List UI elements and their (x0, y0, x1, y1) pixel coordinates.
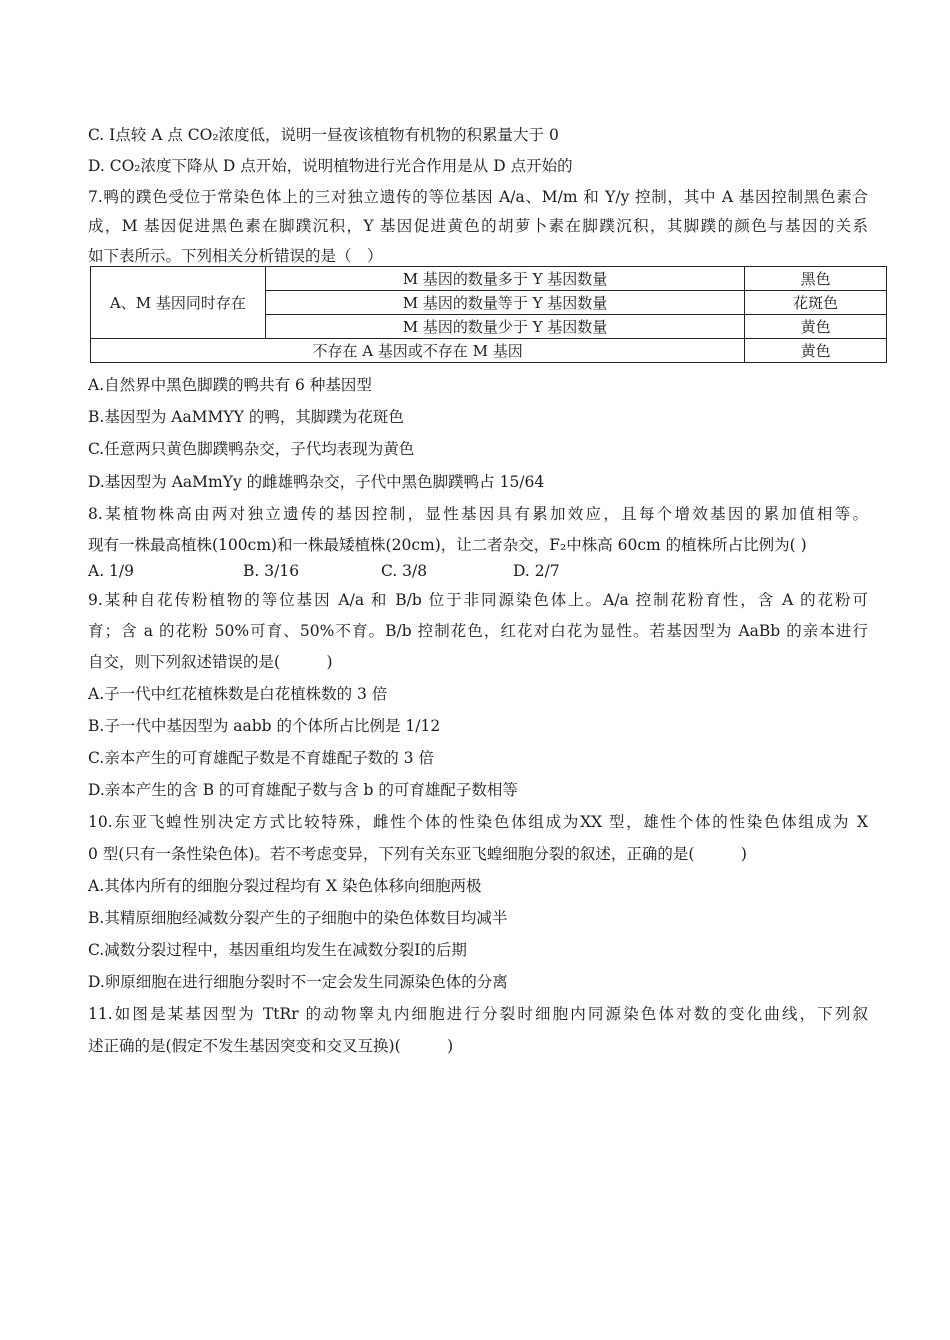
q10-option-b: B.其精原细胞经减数分裂产生的子细胞中的染色体数目均减半 (88, 909, 508, 927)
q7-option-a: A.自然界中黑色脚蹼的鸭共有 6 种基因型 (88, 376, 372, 394)
question-7-line2: 成，M 基因促进黑色素在脚蹼沉积，Y 基因促进黄色的胡萝卜素在脚蹼沉积，其脚蹼的颜色与基因的关系 (88, 217, 868, 235)
gene-color-table (90, 266, 887, 363)
table-cell-color: 黄色 (745, 315, 887, 339)
question-11-line1: 11.如图是某基因型为 TtRr 的动物睾丸内细胞进行分裂时细胞内同源染色体对数的变化曲线，下列叙 (88, 1005, 868, 1023)
q10-option-a: A.其体内所有的细胞分裂过程均有 X 染色体移向细胞两极 (88, 877, 482, 895)
question-10-line2: 0 型(只有一条性染色体)。若不考虑变异，下列有关东亚飞蝗细胞分裂的叙述，正确的是( ) (88, 845, 747, 863)
q10-option-c: C.减数分裂过程中，基因重组均发生在减数分裂Ⅰ的后期 (88, 941, 467, 959)
question-9-line1: 9.某种自花传粉植物的等位基因 A/a 和 B/b 位于非同源染色体上。A/a 控制花粉育性，含 A 的花粉可 (88, 591, 868, 609)
table-row (91, 267, 887, 291)
q9-option-b: B.子一代中基因型为 aabb 的个体所占比例是 1/12 (88, 717, 441, 735)
q7-option-d: D.基因型为 AaMmYy 的雌雄鸭杂交，子代中黑色脚蹼鸭占 15/64 (88, 473, 545, 491)
table-cell-color: 黑色 (745, 267, 887, 291)
option-c-q6: C. Ⅰ点较 A 点 CO₂浓度低，说明一昼夜该植物有机物的积累量大于 0 (88, 126, 559, 144)
question-9-line2: 育；含 a 的花粉 50%可育、50%不育。B/b 控制花色，红花对白花为显性。若基因型为 AaBb 的亲本进行 (88, 622, 868, 640)
q7-option-b: B.基因型为 AaMMYY 的鸭，其脚蹼为花斑色 (88, 408, 404, 426)
q8-option-b: B. 3/16 (243, 562, 300, 580)
table-cell-condition: M 基因的数量等于 Y 基因数量 (265, 291, 744, 315)
question-7-line3: 如下表所示。下列相关分析错误的是（ ） (88, 247, 383, 265)
q9-option-d: D.亲本产生的含 B 的可育雄配子数与含 b 的可育雄配子数相等 (88, 781, 518, 799)
table-cell-condition: M 基因的数量多于 Y 基因数量 (265, 267, 744, 291)
table-row (91, 339, 887, 363)
question-11-line2: 述正确的是(假定不发生基因突变和交叉互换)( ) (88, 1037, 454, 1055)
table-cell-condition: M 基因的数量少于 Y 基因数量 (265, 315, 744, 339)
question-8-line1: 8.某植物株高由两对独立遗传的基因控制，显性基因具有累加效应，且每个增效基因的累加值相等。 (88, 505, 868, 523)
table-cell-color: 黄色 (745, 339, 887, 363)
question-8-line2: 现有一株最高植株(100cm)和一株最矮植株(20cm)，让二者杂交，F₂中株高 60cm 的植株所占比例为( ) (88, 536, 807, 554)
table-group-label: A、M 基因同时存在 (91, 267, 266, 339)
q7-option-c: C.任意两只黄色脚蹼鸭杂交，子代均表现为黄色 (88, 440, 415, 458)
table-cell-condition: 不存在 A 基因或不存在 M 基因 (91, 339, 745, 363)
q8-options (88, 560, 888, 582)
q9-option-c: C.亲本产生的可育雄配子数是不育雄配子数的 3 倍 (88, 749, 434, 767)
q9-option-a: A.子一代中红花植株数是白花植株数的 3 倍 (88, 685, 388, 703)
option-d-q6: D. CO₂浓度下降从 D 点开始，说明植物进行光合作用是从 D 点开始的 (88, 157, 573, 175)
table-cell-color: 花斑色 (745, 291, 887, 315)
q8-option-c: C. 3/8 (381, 562, 428, 580)
question-9-line3: 自交，则下列叙述错误的是( ) (88, 653, 333, 671)
q10-option-d: D.卵原细胞在进行细胞分裂时不一定会发生同源染色体的分离 (88, 973, 508, 991)
q8-option-a: A. 1/9 (88, 562, 134, 580)
q8-option-d: D. 2/7 (513, 562, 560, 580)
question-10-line1: 10.东亚飞蝗性别决定方式比较特殊，雌性个体的性染色体组成为XX 型，雄性个体的性染色体组成为 X (88, 813, 868, 831)
question-7-line1: 7.鸭的蹼色受位于常染色体上的三对独立遗传的等位基因 A/a、M/m 和 Y/y 控制，其中 A 基因控制黑色素合 (88, 188, 868, 206)
